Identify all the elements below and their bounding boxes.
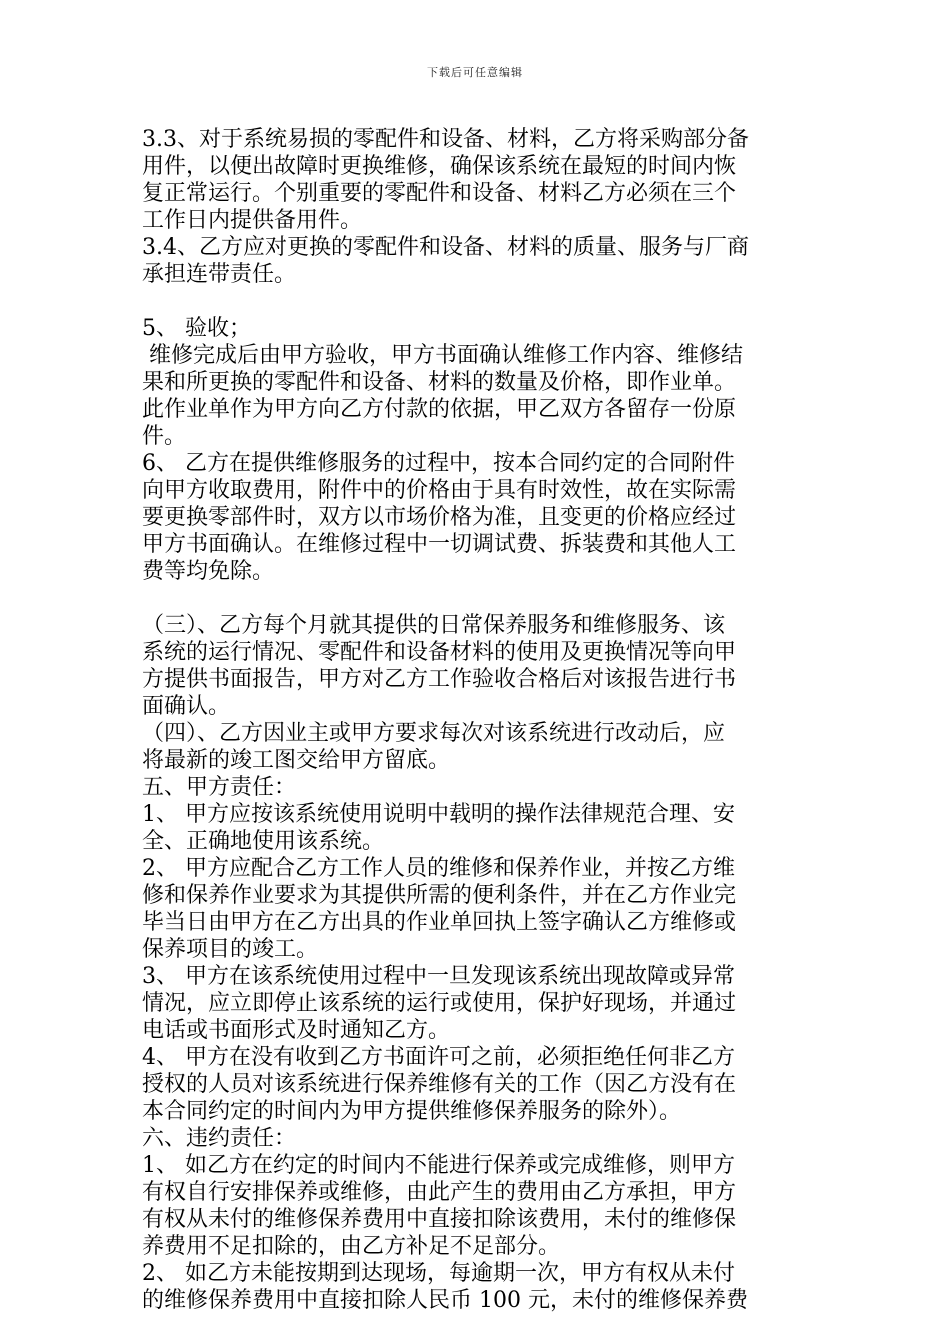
blank-line bbox=[142, 585, 810, 612]
text-line: 承担连带责任。 bbox=[142, 262, 297, 287]
text-line: 6、 乙方在提供维修服务的过程中，按本合同约定的合同附件 bbox=[142, 451, 735, 476]
text-line: 件。 bbox=[142, 424, 187, 449]
text-line: 电话或书面形式及时通知乙方。 bbox=[142, 1018, 451, 1043]
text-line: 本合同约定的时间内为甲方提供维修保养服务的除外）。 bbox=[142, 1099, 682, 1124]
text-line: 情况，应立即停止该系统的运行或使用，保护好现场，并通过 bbox=[142, 991, 737, 1016]
text-line: 3.3、对于系统易损的零配件和设备、材料，乙方将采购部分备 bbox=[142, 127, 749, 152]
text-line: 保养项目的竣工。 bbox=[142, 937, 319, 962]
section-heading: 5、 验收； bbox=[142, 316, 251, 341]
text-line: 维修完成后由甲方验收，甲方书面确认维修工作内容、维修结 bbox=[142, 343, 743, 368]
text-line: （三）、乙方每个月就其提供的日常保养服务和维修服务、该 bbox=[142, 613, 726, 638]
text-line: 毕当日由甲方在乙方出具的作业单回执上签字确认乙方维修或 bbox=[142, 910, 737, 935]
text-line: 费等均免除。 bbox=[142, 559, 275, 584]
text-line: 2、 甲方应配合乙方工作人员的维修和保养作业，并按乙方维 bbox=[142, 856, 735, 881]
document-body bbox=[142, 126, 810, 1314]
text-line: 复正常运行。个别重要的零配件和设备、材料乙方必须在三个 bbox=[142, 181, 737, 206]
text-line: 授权的人员对该系统进行保养维修有关的工作（因乙方没有在 bbox=[142, 1072, 737, 1097]
text-line: 方提供书面报告，甲方对乙方工作验收合格后对该报告进行书 bbox=[142, 667, 737, 692]
text-line: 2、 如乙方未能按期到达现场，每逾期一次，甲方有权从未付 bbox=[142, 1261, 735, 1286]
text-line: （四）、乙方因业主或甲方要求每次对该系统进行改动后，应 bbox=[142, 721, 726, 746]
text-line: 3.4、乙方应对更换的零配件和设备、材料的质量、服务与厂商 bbox=[142, 235, 749, 260]
text-line: 3、 甲方在该系统使用过程中一旦发现该系统出现故障或异常 bbox=[142, 964, 735, 989]
text-line: 系统的运行情况、零配件和设备材料的使用及更换情况等向甲 bbox=[142, 640, 737, 665]
text-line: 工作日内提供备用件。 bbox=[142, 208, 363, 233]
section-heading: 六、违约责任： bbox=[142, 1126, 297, 1151]
blank-line bbox=[142, 288, 810, 315]
page-header: 下载后可任意编辑 bbox=[427, 66, 523, 79]
text-line: 养费用不足扣除的，由乙方补足不足部分。 bbox=[142, 1234, 561, 1259]
text-line: 甲方书面确认。在维修过程中一切调试费、拆装费和其他人工 bbox=[142, 532, 737, 557]
text-line: 修和保养作业要求为其提供所需的便利条件，并在乙方作业完 bbox=[142, 883, 737, 908]
text-line: 此作业单作为甲方向乙方付款的依据，甲乙双方各留存一份原 bbox=[142, 397, 737, 422]
text-line: 全、正确地使用该系统。 bbox=[142, 829, 385, 854]
section-heading: 五、甲方责任： bbox=[142, 775, 297, 800]
text-line: 面确认。 bbox=[142, 694, 231, 719]
text-line: 有权自行安排保养或维修，由此产生的费用由乙方承担，甲方 bbox=[142, 1180, 737, 1205]
text-line: 4、 甲方在没有收到乙方书面许可之前，必须拒绝任何非乙方 bbox=[142, 1045, 735, 1070]
text-line: 将最新的竣工图交给甲方留底。 bbox=[142, 748, 451, 773]
text-line: 的维修保养费用中直接扣除人民币 100 元，未付的维修保养费 bbox=[142, 1288, 748, 1313]
text-line: 1、 甲方应按该系统使用说明中载明的操作法律规范合理、安 bbox=[142, 802, 735, 827]
text-line: 要更换零部件时，双方以市场价格为准，且变更的价格应经过 bbox=[142, 505, 737, 530]
text-line: 有权从未付的维修保养费用中直接扣除该费用，未付的维修保 bbox=[142, 1207, 737, 1232]
text-line: 果和所更换的零配件和设备、材料的数量及价格，即作业单。 bbox=[142, 370, 737, 395]
text-line: 用件，以便出故障时更换维修，确保该系统在最短的时间内恢 bbox=[142, 154, 737, 179]
text-line: 向甲方收取费用，附件中的价格由于具有时效性，故在实际需 bbox=[142, 478, 737, 503]
text-line: 1、 如乙方在约定的时间内不能进行保养或完成维修，则甲方 bbox=[142, 1153, 735, 1178]
